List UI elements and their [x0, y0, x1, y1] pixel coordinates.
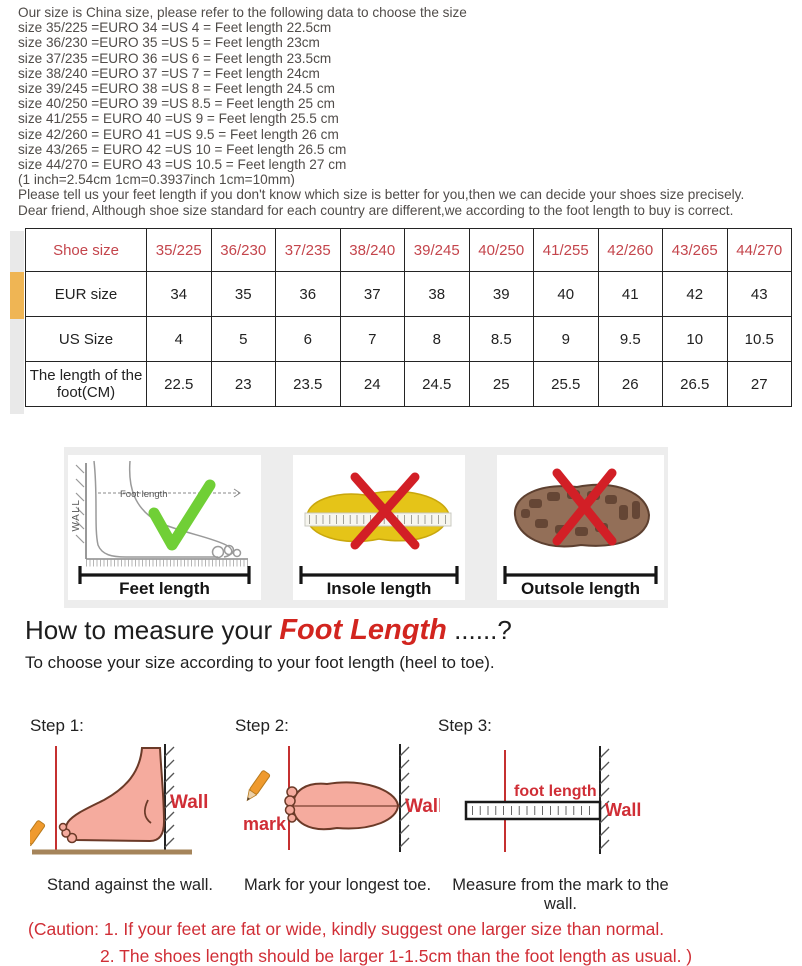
size-table-cell: 41/255	[534, 229, 599, 272]
outsole-length-illustration	[497, 457, 664, 585]
step1-illustration	[30, 742, 230, 860]
size-table-cell: 8	[405, 317, 470, 362]
intro-line: size 43/265 = EURO 42 =US 10 = Feet length 26.5 cm	[18, 141, 347, 157]
size-table-cell: 38/240	[340, 229, 405, 272]
intro-line: size 42/260 = EURO 41 =US 9.5 = Feet length 26 cm	[18, 126, 339, 142]
size-table-cell: 38	[405, 272, 470, 317]
step-1	[30, 716, 235, 865]
how-to-subtitle: To choose your size according to your foot length (heel to toe).	[25, 653, 495, 672]
size-table-cell: 35/225	[147, 229, 212, 272]
intro-line: size 39/245 =EURO 38 =US 8 = Feet length 24.5 cm	[18, 81, 335, 97]
foot-length-label: foot length	[514, 783, 597, 800]
size-table-cell: 8.5	[469, 317, 534, 362]
panel-feet-length	[68, 455, 261, 600]
size-table-cell: 35	[211, 272, 276, 317]
measure-panels	[64, 447, 668, 608]
pencil-icon	[30, 820, 45, 853]
size-table-cell: 24.5	[405, 362, 470, 407]
step3-caption: Measure from the mark to the wall.	[452, 876, 669, 913]
size-table-cell: 36/230	[211, 229, 276, 272]
size-table-cell: 10.5	[727, 317, 792, 362]
heading-highlight: Foot Length	[279, 614, 447, 646]
step-2	[235, 716, 440, 865]
panel-outsole-length	[497, 455, 664, 600]
size-table-body	[26, 229, 792, 407]
intro-line: size 40/250 =EURO 39 =US 8.5 = Feet length 25 cm	[18, 96, 335, 112]
wall-label: Wall	[170, 792, 209, 813]
caution-note	[28, 916, 794, 966]
how-to-heading	[25, 614, 512, 647]
size-table-cell: 6	[276, 317, 341, 362]
intro-line: size 37/235 =EURO 36 =US 6 = Feet length 23.5cm	[18, 50, 332, 66]
size-table-cell: 42/260	[598, 229, 663, 272]
wall-label: Wall	[605, 800, 642, 820]
size-table-cell: 26.5	[663, 362, 728, 407]
intro-text	[18, 5, 798, 218]
size-table-row-header: Shoe size	[26, 229, 147, 272]
size-table-cell: 5	[211, 317, 276, 362]
feet-length-illustration	[68, 457, 261, 585]
heading-prefix: How to measure your	[25, 615, 280, 645]
step2-illustration	[235, 742, 440, 860]
size-table-cell: 27	[727, 362, 792, 407]
mark-label: mark	[243, 814, 287, 834]
size-table-cell: 26	[598, 362, 663, 407]
size-table-cell: 23.5	[276, 362, 341, 407]
size-table-cell: 43	[727, 272, 792, 317]
size-table-cell: 25	[469, 362, 534, 407]
page-edge-strip	[10, 231, 24, 414]
size-table-cell: 34	[147, 272, 212, 317]
size-table-cell: 24	[340, 362, 405, 407]
ruler	[466, 802, 600, 819]
size-table-cell: 43/265	[663, 229, 728, 272]
size-table-row-header: US Size	[26, 317, 147, 362]
pencil-icon	[243, 770, 270, 803]
size-table-cell: 4	[147, 317, 212, 362]
page-edge-accent	[10, 272, 24, 319]
intro-line: size 41/255 = EURO 40 =US 9 = Feet length 25.5 cm	[18, 111, 339, 127]
size-table-row	[26, 362, 792, 407]
size-table-cell: 25.5	[534, 362, 599, 407]
step-label: Step 1:	[30, 716, 84, 735]
insole-length-illustration	[293, 457, 465, 585]
wall-label: Wall	[405, 796, 440, 817]
size-table	[25, 228, 792, 407]
size-table-cell: 39/245	[405, 229, 470, 272]
step2-caption: Mark for your longest toe.	[243, 876, 432, 894]
step3-illustration	[438, 742, 653, 860]
size-table-cell: 44/270	[727, 229, 792, 272]
intro-line: Our size is China size, please refer to the following data to choose the size	[18, 5, 467, 20]
wall-hatching	[600, 749, 609, 849]
size-table-row-header: EUR size	[26, 272, 147, 317]
size-table-row	[26, 229, 792, 272]
intro-line: Please tell us your feet length if you don't know which size is better for you,then we can decide your shoes size precisely.	[18, 187, 745, 203]
panel-caption: Outsole length	[521, 579, 640, 598]
size-table-cell: 42	[663, 272, 728, 317]
panel-caption: Insole length	[326, 579, 432, 598]
size-table-cell: 10	[663, 317, 728, 362]
size-table-row	[26, 317, 792, 362]
size-table-cell: 9.5	[598, 317, 663, 362]
size-table-cell: 37	[340, 272, 405, 317]
wall-label: WALL	[71, 498, 82, 532]
caution-line: 2. The shoes length should be larger 1-1.5cm than the foot length as usual. )	[100, 946, 693, 966]
size-table-cell: 41	[598, 272, 663, 317]
size-table-row	[26, 272, 792, 317]
size-table-cell: 23	[211, 362, 276, 407]
step-3	[438, 716, 678, 865]
step-label: Step 3:	[438, 716, 492, 735]
size-table-cell: 36	[276, 272, 341, 317]
intro-line: size 44/270 = EURO 43 =US 10.5 = Feet length 27 cm	[18, 157, 347, 173]
intro-line: Dear friend, Although shoe size standard for each country are different,we according to the foot length to buy is correct.	[18, 202, 734, 218]
size-table-cell: 9	[534, 317, 599, 362]
size-table-cell: 40	[534, 272, 599, 317]
intro-line: (1 inch=2.54cm 1cm=0.3937inch 1cm=10mm)	[18, 172, 295, 188]
size-table-cell: 37/235	[276, 229, 341, 272]
intro-line: size 36/230 =EURO 35 =US 5 = Feet length 23cm	[18, 35, 320, 51]
size-table-cell: 7	[340, 317, 405, 362]
foot-side-view	[66, 748, 164, 841]
caution-line: (Caution: 1. If your feet are fat or wide, kindly suggest one larger size than normal.	[28, 919, 665, 939]
intro-line: size 35/225 =EURO 34 =US 4 = Feet length 22.5cm	[18, 20, 332, 36]
panel-caption: Feet length	[119, 579, 210, 598]
size-table-cell: 22.5	[147, 362, 212, 407]
size-table-cell: 39	[469, 272, 534, 317]
size-table-cell: 40/250	[469, 229, 534, 272]
intro-line: size 38/240 =EURO 37 =US 7 = Feet length 24cm	[18, 65, 320, 81]
step1-caption: Stand against the wall.	[46, 876, 214, 894]
size-table-row-header: The length of the foot(CM)	[26, 362, 147, 407]
heading-suffix: ......?	[446, 615, 512, 645]
panel-insole-length	[293, 455, 465, 600]
foot-length-arrow-label: Foot length	[120, 489, 168, 500]
step-label: Step 2:	[235, 716, 289, 735]
